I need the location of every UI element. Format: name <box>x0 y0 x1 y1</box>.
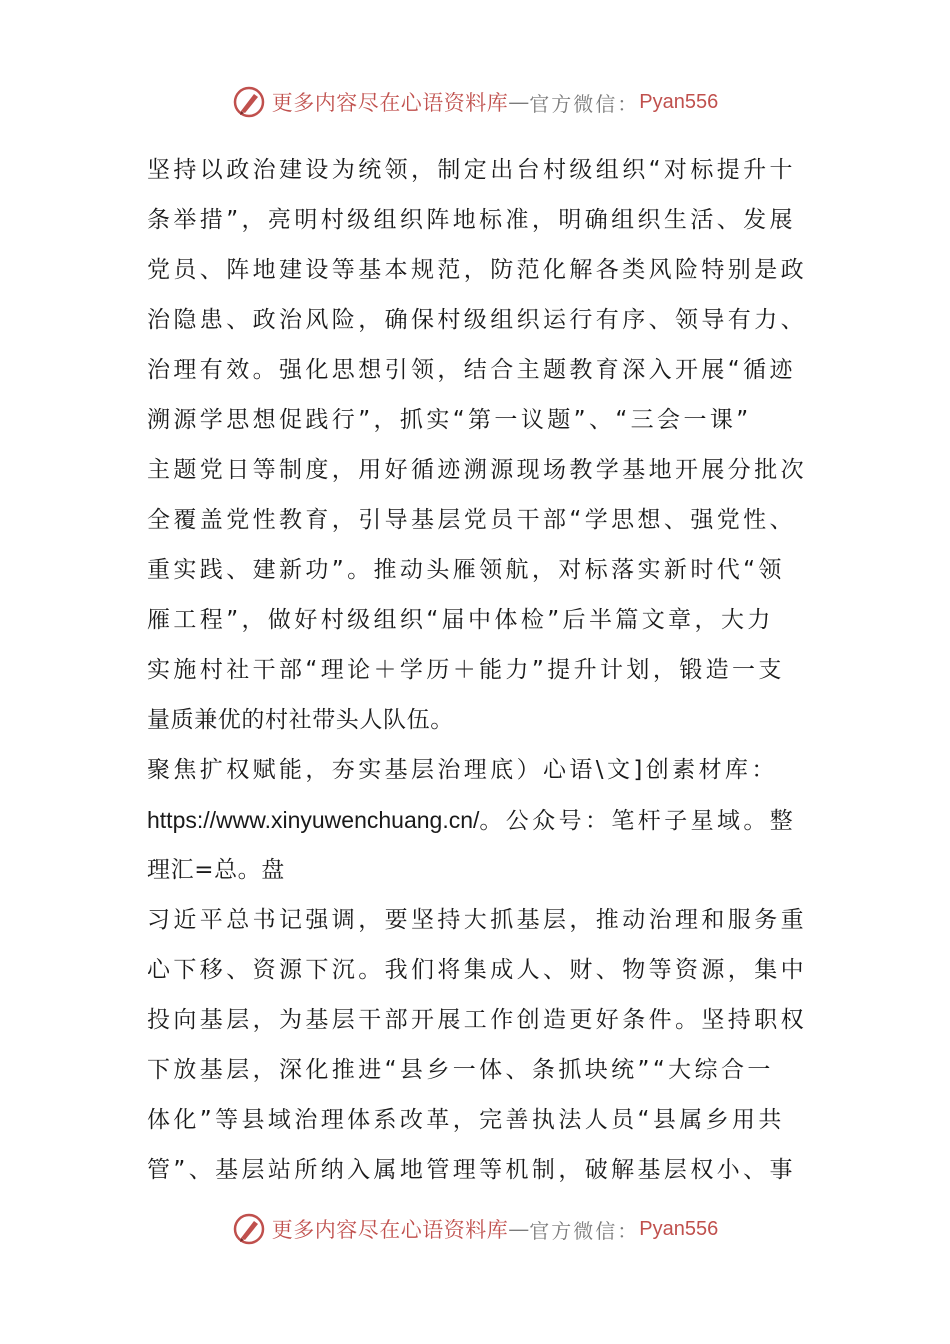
footer-banner <box>0 1209 950 1249</box>
text-line-tail: 。公众号：笔杆子星域。整 <box>479 808 797 834</box>
text-line: 条举措”，亮明村级组织阵地标准，明确组织生活、发展 <box>147 207 796 233</box>
banner-sub-label: 官方微信： <box>529 1218 640 1243</box>
banner-text: 更多内容尽在心语资料库 <box>271 91 509 115</box>
text-line: 治理有效。强化思想引领，结合主题教育深入开展“循迹 <box>147 357 796 383</box>
url-text: https://www.xinyuwenchuang.cn/ <box>147 807 480 833</box>
text-line: 管”、基层站所纳入属地管理等机制，破解基层权小、事 <box>147 1157 796 1183</box>
text-line: 党员、阵地建设等基本规范，防范化解各类风险特别是政 <box>147 257 807 283</box>
banner-wechat-id: Pyan556 <box>639 90 719 113</box>
text-line: 实施村社干部“理论＋学历＋能力”提升计划，锻造一支 <box>147 657 785 683</box>
text-line: 坚持以政治建设为统领，制定出台村级组织“对标提升十 <box>147 157 796 183</box>
text-line: 心下移、资源下沉。我们将集成人、财、物等资源，集中 <box>147 957 807 983</box>
text-line: 习近平总书记强调，要坚持大抓基层，推动治理和服务重 <box>147 907 807 933</box>
banner-wechat-id: Pyan556 <box>639 1217 719 1240</box>
pen-logo-icon <box>232 85 266 119</box>
text-line: 理汇=总。盘 <box>147 857 285 883</box>
text-line: 重实践、建新功”。推动头雁领航，对标落实新时代“领 <box>147 557 785 583</box>
text-line: 治隐患、政治风险，确保村级组织运行有序、领导有力、 <box>147 307 807 333</box>
text-line: 溯源学思想促践行”，抓实“第一议题”、“三会一课” <box>147 407 752 433</box>
text-line: 下放基层，深化推进“县乡一体、条抓块统”“大综合一 <box>147 1057 774 1083</box>
banner-sub-label: 官方微信： <box>529 91 640 116</box>
banner-separator: — <box>508 1217 530 1241</box>
text-line: 全覆盖党性教育，引导基层党员干部“学思想、强党性、 <box>147 507 796 533</box>
text-line: 雁工程”，做好村级组织“届中体检”后半篇文章，大力 <box>147 607 774 633</box>
text-line: 投向基层，为基层干部开展工作创造更好条件。坚持职权 <box>147 1007 807 1033</box>
banner-text: 更多内容尽在心语资料库 <box>271 1218 509 1242</box>
text-line: 聚焦扩权赋能，夯实基层治理底）心语\文]创素材库： <box>147 757 778 783</box>
text-line-url <box>147 795 807 845</box>
text-line: 体化”等县域治理体系改革，完善执法人员“县属乡用共 <box>147 1107 785 1133</box>
pen-logo-icon <box>232 1212 266 1246</box>
document-body <box>147 145 807 1195</box>
header-banner <box>0 82 950 122</box>
banner-separator: — <box>508 90 530 114</box>
text-line: 量质兼优的村社带头人队伍。 <box>147 707 454 733</box>
text-line: 主题党日等制度，用好循迹溯源现场教学基地开展分批次 <box>147 457 807 483</box>
